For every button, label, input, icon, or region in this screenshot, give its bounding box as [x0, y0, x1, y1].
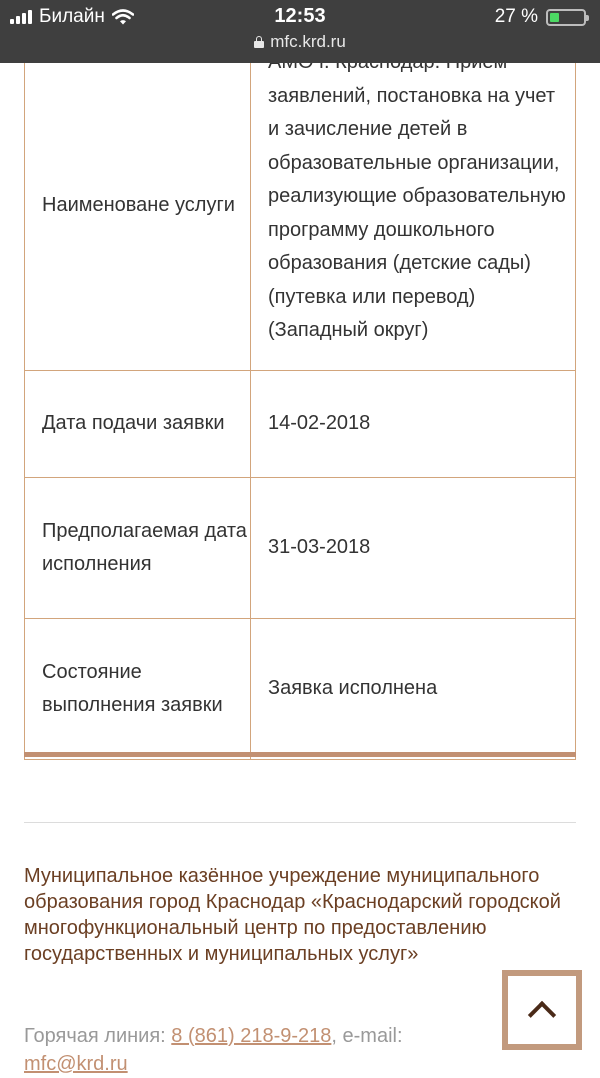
row-value: заявлений, постановка на учет и зачисление детей в образовательные организации, реализующие образовательную программу дошкольного образования (детские сады) (путевка или перевод) (Западный округ) — [251, 41, 576, 371]
carrier-name: Билайн — [39, 6, 105, 27]
row-value: 14-02-2018 — [251, 371, 576, 478]
table-bottom-border — [24, 752, 576, 757]
application-details-table — [24, 40, 576, 760]
clock: 12:53 — [274, 5, 326, 27]
battery-icon — [546, 9, 586, 26]
chevron-up-icon — [528, 1001, 556, 1029]
address-bar[interactable] — [0, 32, 600, 52]
table-row — [25, 371, 576, 478]
table-row — [25, 619, 576, 760]
hotline-label: Горячая линия: — [24, 1025, 166, 1047]
status-bar — [0, 0, 600, 63]
lock-icon — [254, 36, 264, 48]
email-label: , e-mail: — [331, 1025, 403, 1047]
status-right — [495, 6, 586, 28]
scroll-to-top-button[interactable] — [502, 970, 582, 1050]
organization-name: Муниципальное казённое учреждение муниципального образования город Краснодар «Краснодарский городской многофункциональный центр по предоставлению государственных и муниципальных услуг» — [24, 865, 561, 965]
row-value: Заявка исполнена — [251, 619, 576, 760]
table-row — [25, 41, 576, 371]
row-label: Наименоване услуги — [25, 41, 251, 371]
row-label: Предполагаемая дата исполнения — [25, 478, 251, 619]
table-row — [25, 478, 576, 619]
email-link[interactable]: mfc@krd.ru — [24, 1053, 128, 1075]
hotline-phone-link[interactable]: 8 (861) 218-9-218 — [171, 1025, 332, 1047]
row-label: Состояние выполнения заявки — [25, 619, 251, 760]
battery-percent: 27 % — [494, 6, 538, 27]
url-text: mfc.krd.ru — [270, 32, 346, 51]
row-value: 31-03-2018 — [251, 478, 576, 619]
divider — [24, 822, 576, 823]
hotline — [24, 1022, 504, 1078]
row-label: Дата подачи заявки — [25, 371, 251, 478]
